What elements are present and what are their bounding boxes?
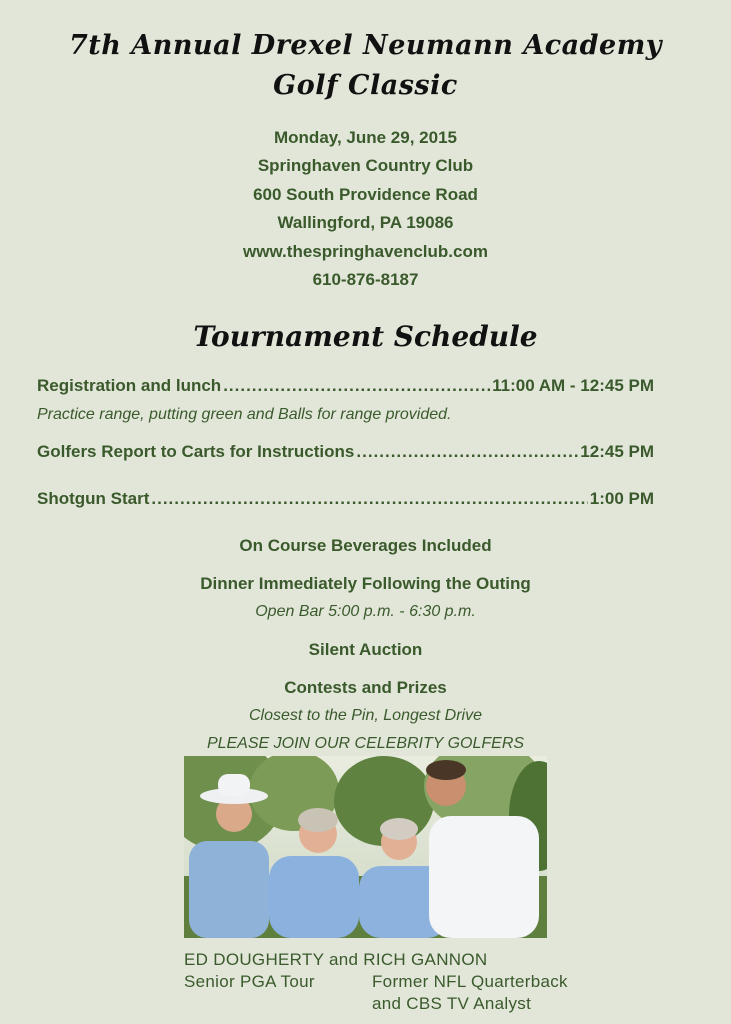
schedule-label: Golfers Report to Carts for Instructions [37,442,355,461]
celebrity-left-role: Senior PGA Tour [184,972,315,991]
venue-phone: 610-876-8187 [312,270,419,290]
dot-leader [223,376,490,396]
open-bar-line: Open Bar 5:00 p.m. - 6:30 p.m. [255,603,476,620]
celebrity-right-role-line2: and CBS TV Analyst [372,994,532,1013]
venue-block [0,124,731,294]
venue-name: Springhaven Country Club [257,156,474,176]
contests-detail: Closest to the Pin, Longest Drive [248,707,482,724]
schedule-title: Tournament Schedule [193,320,538,353]
venue-address: 600 South Providence Road [253,184,478,204]
beverages-line: On Course Beverages Included [239,536,492,555]
schedule-label: Registration and lunch [37,376,222,395]
dot-leader [151,489,587,509]
schedule-label: Shotgun Start [37,489,150,508]
practice-note: Practice range, putting green and Balls for range provided. [37,406,452,423]
schedule-row-carts [37,442,654,462]
schedule-time: 11:00 AM - 12:45 PM [492,376,654,395]
schedule-time: 12:45 PM [580,442,654,461]
venue-city: Wallingford, PA 19086 [277,213,454,233]
auction-line: Silent Auction [308,640,423,659]
celebrity-right-role-line1: Former NFL Quarterback [372,972,568,991]
dot-leader [356,442,578,462]
celebrity-invite: PLEASE JOIN OUR CELEBRITY GOLFERS [206,735,525,752]
event-title-line1: 7th Annual Drexel Neumann Academy [69,30,662,61]
event-date: Monday, June 29, 2015 [274,128,457,147]
schedule-row-registration [37,376,654,396]
celebrity-names: ED DOUGHERTY and RICH GANNON [184,950,488,969]
dinner-line: Dinner Immediately Following the Outing [200,574,531,593]
celebrity-golfers-photo [184,756,547,938]
contests-line: Contests and Prizes [284,678,447,697]
event-title-line2: Golf Classic [273,70,458,101]
schedule-time: 1:00 PM [589,489,654,508]
venue-website[interactable]: www.thespringhavenclub.com [243,241,488,261]
schedule-row-shotgun [37,489,654,509]
